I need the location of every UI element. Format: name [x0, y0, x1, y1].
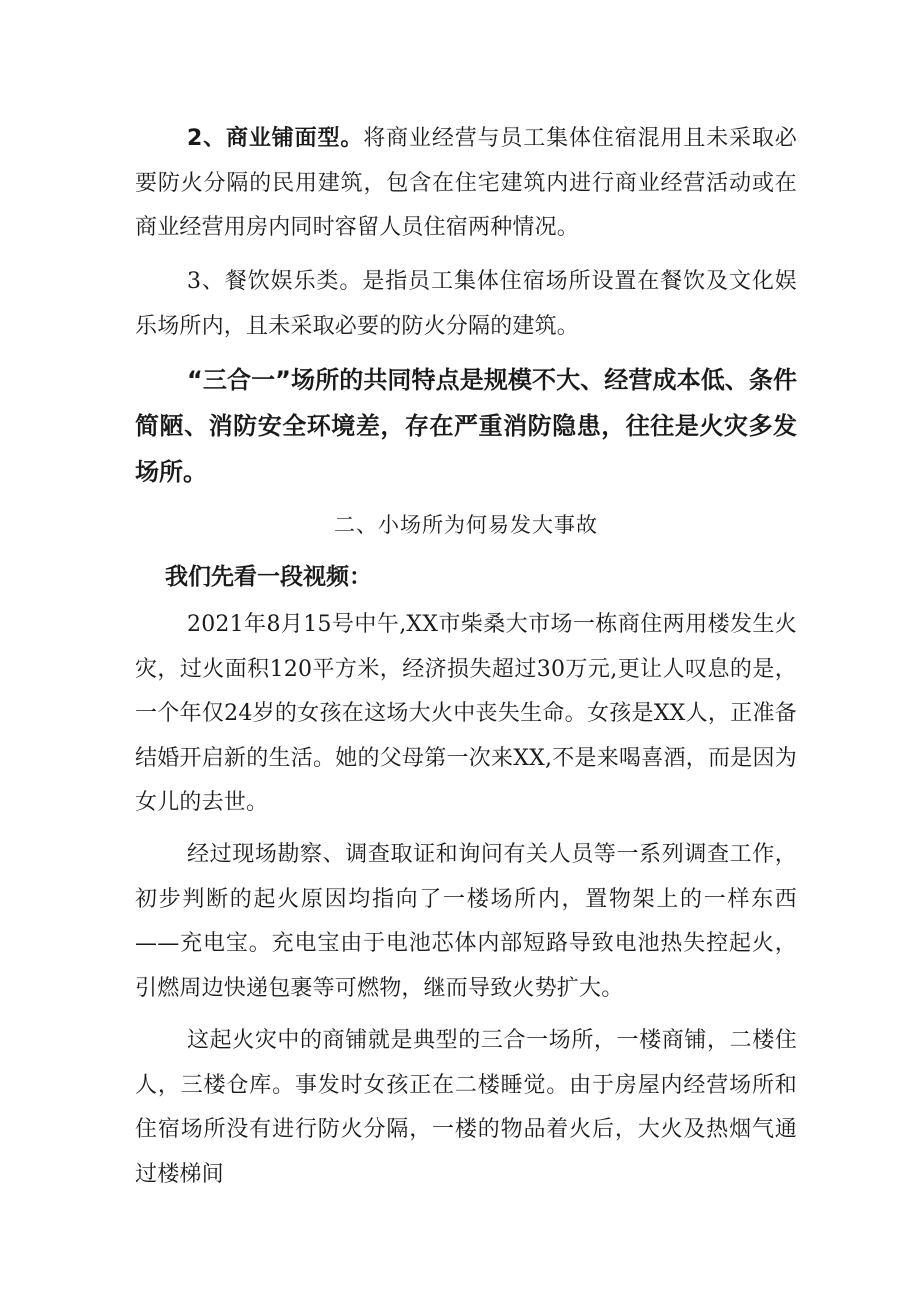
- paragraph-commercial-shop: [135, 117, 797, 251]
- paragraph-catering-entertainment: 3、餐饮娱乐类。是指员工集体住宿场所设置在餐饮及文化娱乐场所内，且未采取必要的防火分隔的建筑。: [135, 269, 797, 339]
- paragraph-lead-shop: 2、商业铺面型。: [187, 126, 364, 151]
- paragraph-common-features: “三合一”场所的共同特点是规模不大、经营成本低、条件简陋、消防安全环境差，存在严重消防隐患，往往是火灾多发场所。: [135, 366, 797, 486]
- video-intro: 我们先看一段视频：: [165, 564, 372, 590]
- paragraph-incident: 2021年8月15号中午,XX市柴桑大市场一栋商住两用楼发生火灾，过火面积120平方米，经济损失超过30万元,更让人叹息的是，一个年仅24岁的女孩在这场大火中丧失生命。女孩是XX人，正准备结婚开启新的生活。她的父母第一次来XX,不是来喝喜酒，而是因为女儿的去世。: [135, 612, 797, 815]
- section-heading: 二、小场所为何易发大事故: [334, 513, 598, 537]
- paragraph-analysis: 这起火灾中的商铺就是典型的三合一场所，一楼商铺，二楼住人，三楼仓库。事发时女孩正在二楼睡觉。由于房屋内经营场所和住宿场所没有进行防火分隔，一楼的物品着火后，大火及热烟气通过楼梯间: [135, 1028, 797, 1187]
- paragraph-body-shop: 将商业经营与员工集体住宿混用且未采取必要防火分隔的民用建筑，包含在住宅建筑内进行商业经营活动或在商业经营用房内同时容留人员住宿两种情况。: [135, 126, 797, 240]
- paragraph-investigation: 经过现场勘察、调查取证和询问有关人员等一系列调查工作，初步判断的起火原因均指向了一楼场所内，置物架上的一样东西——充电宝。充电宝由于电池芯体内部短路导致电池热失控起火，引燃周边快递包裹等可燃物，继而导致火势扩大。: [135, 842, 797, 1001]
